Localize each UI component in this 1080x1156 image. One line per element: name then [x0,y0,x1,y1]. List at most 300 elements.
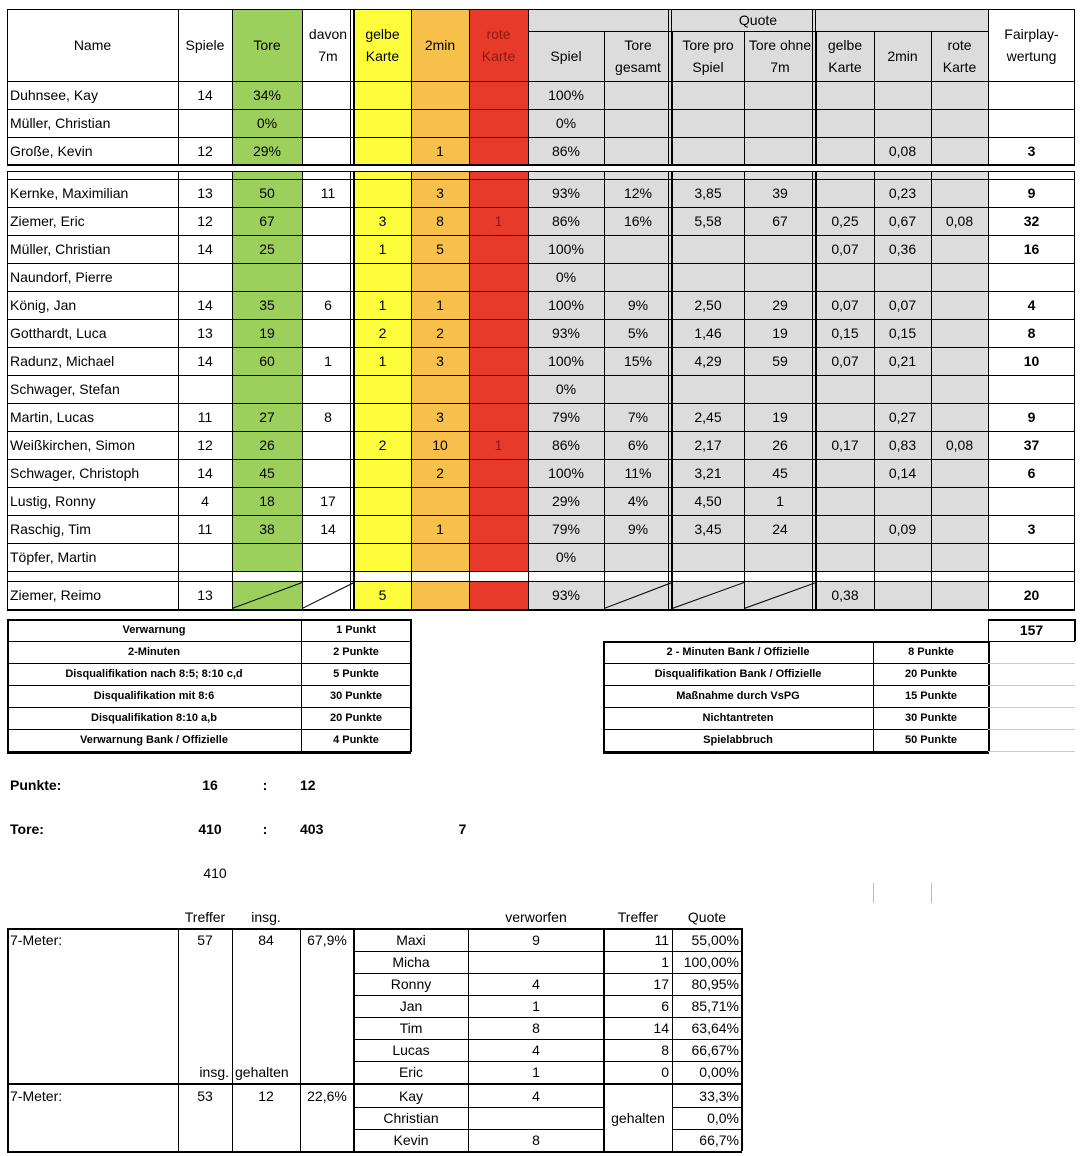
penalty-right-points: 30 Punkte [905,712,957,724]
stat-rot [469,291,528,319]
points-home: 16 [202,777,218,793]
stat-rot [469,403,528,431]
stat-zwei: 2 [436,325,444,341]
header-quote-sub: Tore gesamt [615,37,661,75]
penalty-left-label: Disqualifikation 8:10 a,b [91,712,217,724]
grid-line [744,171,745,611]
stat-tps: 1,46 [694,325,722,341]
stat-gelb: 1 [378,353,387,369]
coach-gelb: 5 [378,587,387,603]
penalty-left-points: 5 Punkte [333,668,379,680]
stat-qg [816,109,874,137]
stat-spiel: 93% [551,185,581,201]
grid-line [7,263,1075,264]
header-tore: Tore [253,37,281,53]
stat-spiel: 0% [555,381,577,397]
header-quote-sub: Spiel [550,48,582,64]
grid-line [7,609,1075,611]
header-treffer: Treffer [184,909,226,925]
grid-line [7,235,1075,236]
grid-line [741,928,743,1151]
stat-to7 [744,235,816,263]
stat-davon [302,543,354,571]
player-name: Schwager, Stefan [10,381,120,397]
goal-diff: 7 [458,821,467,837]
penalty-right-points: 20 Punkte [905,668,957,680]
seven-label: 7-Meter: [10,932,63,948]
stat-fp [988,263,1075,291]
grid-line [232,171,233,611]
stat-tg: 6% [627,437,649,453]
keeper-quote: 33,3% [699,1088,739,1104]
stat-spiel: 0% [555,549,577,565]
stat-tg: 9% [627,521,649,537]
empty-slash [302,582,354,609]
penalty-left-label: Disqualifikation nach 8:5; 8:10 c,d [65,668,243,680]
stat-gelb [354,137,411,165]
stat-spiele: 12 [197,213,213,229]
grid-line [7,291,1075,292]
stat-spiele: 11 [197,409,213,425]
grid-line [815,9,816,166]
player-name: Naundorf, Pierre [10,269,113,285]
stat-gelb [354,515,411,543]
grid-line [354,1039,742,1040]
stat-gelb: 3 [378,213,387,229]
stat-q2: 0,83 [888,437,917,453]
header-quote: Quote [738,12,778,28]
stat-tps: 5,58 [694,213,722,229]
stat-tore: 45 [259,465,275,481]
grid-line [7,487,1075,488]
grid-line [988,171,989,611]
penalty-right-points: 8 Punkte [908,646,954,658]
shooter-treffer: 14 [653,1020,669,1036]
grid-line [7,571,1075,572]
stat-to7: 1 [776,493,784,509]
grid-line [816,31,817,166]
seven-label2: 7-Meter: [10,1088,63,1104]
header-quote-sub: Tore pro Spiel [682,37,734,75]
stat-tg: 4% [627,493,649,509]
stat-to7 [744,81,816,109]
stat-gelb: 2 [378,437,387,453]
stat-zwei: 1 [436,143,444,159]
stat-tps: 3,45 [694,521,722,537]
colon: : [262,821,268,837]
stat-zwei: 2 [436,465,444,481]
stat-tps [672,375,744,403]
grid-line [7,403,1075,404]
stat-davon [302,375,354,403]
stat-to7 [744,109,816,137]
grid-line [468,928,469,1151]
stat-tg: 9% [627,297,649,313]
stat-q2 [874,487,931,515]
stat-tps: 4,50 [694,493,722,509]
stat-spiele [178,263,232,291]
stat-qg [816,179,874,207]
stat-fp: 8 [1027,325,1036,341]
shooter-quote: 85,71% [691,998,739,1014]
stat-q2: 0,21 [888,353,917,369]
player-name: Raschig, Tim [10,521,91,537]
stat-tore: 50 [259,185,275,201]
stat-qr [931,403,988,431]
stat-q2 [874,375,931,403]
fairplay-total: 157 [1019,622,1044,638]
header-quote-sub: 2min [887,48,918,64]
grid-line [7,207,1075,208]
stat-fp: 3 [1027,521,1036,537]
grid-line [7,9,1075,10]
stat-zwei: 3 [436,353,444,369]
header-davon: davon 7m [308,26,348,64]
stat-tps [672,81,744,109]
shooter-name: Micha [392,954,430,970]
grid-line [873,883,874,903]
stat-qg [816,487,874,515]
stat-fp: 16 [1023,241,1040,257]
stat-fp: 9 [1027,409,1036,425]
stat-q2: 0,15 [888,325,917,341]
coach-qg: 0,38 [831,587,859,603]
grid-line [528,171,529,611]
header-name: Name [73,37,112,53]
grid-line [812,171,813,611]
keeper-quote: 66,7% [699,1132,739,1148]
stat-spiele: 13 [197,185,213,201]
stat-zwei: 10 [432,437,448,453]
grid-line [301,619,302,752]
stat-qg: 0,25 [831,213,859,229]
shooter-name: Ronny [390,976,432,992]
grid-line [354,973,742,974]
sub-insg: insg. [199,1064,229,1080]
stat-spiel: 93% [551,325,581,341]
shooter-treffer: 8 [661,1042,669,1058]
stat-spiele: 4 [201,493,209,509]
stat-zwei: 8 [436,213,444,229]
stat-qg [816,403,874,431]
grid-line [7,179,1075,180]
player-name: Kernke, Maximilian [10,185,129,201]
shooter-treffer: 6 [661,998,669,1014]
grid-line [672,171,673,611]
stat-fp: 32 [1023,213,1040,229]
stat-rot: 1 [494,437,503,453]
stat-qr: 0,08 [945,213,974,229]
shooter-quote: 80,95% [691,976,739,992]
stat-to7 [744,137,816,165]
stat-spiele: 14 [197,465,213,481]
color-band [411,581,469,609]
seven-treffer: 57 [197,932,213,948]
sub-gehalten: gehalten [235,1064,289,1080]
player-name: Weißkirchen, Simon [10,437,136,453]
stat-davon: 1 [324,353,332,369]
player-name: Duhnsee, Kay [10,87,98,103]
stat-q2: 0,27 [888,409,917,425]
grid-line [672,928,673,1151]
grid-line [7,319,1075,320]
header-gelbe: gelbe Karte [365,26,400,64]
stat-gelb [354,179,411,207]
grid-line [668,9,669,166]
shooter-verworfen: 8 [532,1020,540,1036]
stat-qr [931,263,988,291]
stat-to7: 19 [772,325,788,341]
stat-fp: 37 [1023,437,1040,453]
grid-line [528,9,529,166]
grid-line [350,9,351,166]
grid-line [7,1083,742,1085]
stat-fp: 6 [1027,465,1036,481]
stat-qr [931,179,988,207]
stat-gelb [354,403,411,431]
stat-tps: 3,21 [694,465,722,481]
colon: : [262,777,268,793]
penalty-right-label: Maßnahme durch VsPG [676,690,800,702]
stat-qr [931,515,988,543]
grid-line [178,9,179,166]
grid-line [604,171,605,611]
stat-tps: 2,45 [694,409,722,425]
stat-qg [816,459,874,487]
shooter-name: Lucas [392,1042,430,1058]
grid-line [7,164,1075,166]
stat-zwei: 3 [436,409,444,425]
shooter-verworfen: 1 [532,998,540,1014]
grid-line [7,619,9,752]
shooter-treffer: 1 [661,954,669,970]
stat-qg: 0,15 [831,325,859,341]
grid-line [302,9,303,166]
stat-qr [931,109,988,137]
shooter-quote: 100,00% [683,954,739,970]
stat-gelb [354,487,411,515]
faint-line [988,729,1075,730]
grid-line [178,928,179,1151]
stat-fp [988,109,1075,137]
stat-qr [931,235,988,263]
stat-to7: 67 [772,213,788,229]
grid-line [1074,619,1076,641]
penalty-left-points: 2 Punkte [333,646,379,658]
player-name: Radunz, Michael [10,353,115,369]
stat-tps [672,109,744,137]
penalty-left-label: Verwarnung Bank / Offizielle [80,734,228,746]
stat-spiel: 86% [551,143,581,159]
grid-line [744,31,745,166]
header-2min: 2min [424,37,456,53]
header-quote-sub: gelbe Karte [827,37,863,75]
player-name: Schwager, Christoph [10,465,140,481]
stat-to7: 19 [772,409,788,425]
stat-fp: 4 [1027,297,1036,313]
grid-line [354,1129,604,1130]
stat-tore: 25 [259,241,275,257]
grid-line [353,171,354,611]
player-name: Martin, Lucas [10,409,95,425]
shooter-name: Eric [398,1064,424,1080]
grid-line [671,171,672,611]
color-band [469,581,528,609]
stat-zwei [411,81,469,109]
seven-quote: 67,9% [307,932,347,948]
stat-zwei: 3 [436,185,444,201]
shooter-quote: 66,67% [691,1042,739,1058]
stat-to7: 29 [772,297,788,313]
stat-tore: 38 [259,521,275,537]
stat-spiel: 100% [548,465,584,481]
grid-line [812,9,813,166]
stat-qg [816,137,874,165]
stat-zwei: 5 [436,241,444,257]
goals-home: 410 [198,821,222,837]
stat-rot [469,137,528,165]
stat-tore: 29% [252,143,282,159]
stat-spiele: 12 [197,143,213,159]
stat-spiel: 100% [548,87,584,103]
grid-line [931,31,932,166]
header-verworfen: verworfen [505,909,567,925]
stat-tps [672,235,744,263]
stat-rot: 1 [494,213,503,229]
stat-zwei [411,487,469,515]
stat-to7: 59 [772,353,788,369]
keeper-name: Christian [383,1110,439,1126]
grid-line [603,641,605,752]
stat-spiele [178,109,232,137]
stat-spiel: 79% [551,521,581,537]
shooter-verworfen: 9 [532,932,540,948]
grid-line [469,9,470,166]
stat-tps: 2,17 [694,437,722,453]
coach-fp: 20 [1023,587,1040,603]
stat-tg: 5% [627,325,649,341]
stat-qg: 0,07 [831,353,859,369]
stat-rot [469,319,528,347]
grid-line [354,951,742,952]
stat-gelb [354,459,411,487]
grid-line [1074,9,1075,166]
grid-line [302,171,303,611]
stat-qr [931,487,988,515]
grid-line [7,9,8,166]
stat-gelb: 2 [378,325,387,341]
grid-line [7,431,1075,432]
stat-spiele: 12 [197,437,213,453]
stat-tps [672,137,744,165]
stat-tore [232,543,302,571]
grid-line [7,928,9,1151]
stat-davon [302,431,354,459]
stat-q2: 0,14 [888,465,917,481]
stat-gelb: 1 [378,297,387,313]
grid-line [603,752,989,754]
stat-rot [469,347,528,375]
grid-line [7,109,1075,110]
stat-rot [469,109,528,137]
points-label: Punkte: [10,777,62,793]
player-name: Müller, Christian [10,241,111,257]
stat-fp [988,375,1075,403]
stat-qr: 0,08 [945,437,974,453]
header-quote-sub: Tore ohne 7m [748,37,812,75]
stat-spiel: 100% [548,297,584,313]
stat-fp: 9 [1027,185,1036,201]
header-insg: insg. [251,909,281,925]
keeper-quote: 0,0% [707,1110,739,1126]
grid-line [354,9,355,166]
penalty-right-label: Disqualifikation Bank / Offizielle [654,668,822,680]
stat-fp [988,487,1075,515]
grid-line [354,171,355,611]
stat-gelb [354,263,411,291]
stat-tg [604,375,672,403]
penalty-left-points: 20 Punkte [330,712,382,724]
stat-spiele: 13 [197,325,213,341]
stat-spiel: 100% [548,353,584,369]
stat-zwei: 1 [436,297,444,313]
stat-tps: 4,29 [694,353,722,369]
header-fairplay: Fairplay- wertung [1004,26,1059,64]
stat-rot [469,375,528,403]
stat-zwei [411,543,469,571]
stat-gelb: 1 [378,241,387,257]
stat-tg [604,81,672,109]
stat-to7: 39 [772,185,788,201]
grid-line [7,171,8,611]
header-spiele: Spiele [185,37,225,53]
grid-line [873,641,874,752]
stat-q2: 0,08 [888,143,917,159]
stat-tg [604,235,672,263]
stat-tore: 34% [252,87,282,103]
grid-line [815,171,816,611]
stat-qr [931,375,988,403]
stat-qr [931,459,988,487]
header-quote-sub: rote Karte [942,37,977,75]
stat-davon [302,207,354,235]
stat-tps [672,263,744,291]
grid-line [604,31,605,166]
grid-line [469,171,470,611]
goals-label: Tore: [10,821,44,837]
stat-qr [931,137,988,165]
stat-q2 [874,109,931,137]
stat-qg [816,543,874,571]
stat-qr [931,543,988,571]
stat-davon [302,459,354,487]
grid-line [874,171,875,611]
keeper-name: Kay [398,1088,424,1104]
stat-spiele: 11 [197,521,213,537]
stat-tore [232,375,302,403]
player-name: Große, Kevin [10,143,93,159]
grid-line [7,375,1075,376]
grid-line [672,1107,742,1108]
stat-q2 [874,263,931,291]
player-name: Ziemer, Eric [10,213,85,229]
stat-to7: 24 [772,521,788,537]
coach-spiel: 93% [551,587,581,603]
faint-line [988,685,1075,686]
stat-tg: 15% [623,353,653,369]
stat-fp [988,81,1075,109]
stat-spiele [178,375,232,403]
